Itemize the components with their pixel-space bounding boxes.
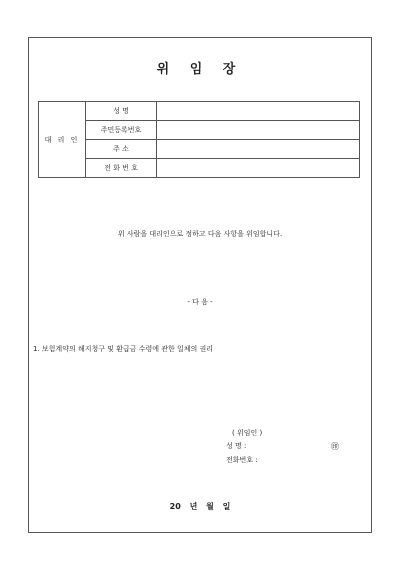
list-item: 1. 보험계약의 해지청구 및 환급금 수령에 관한 일체의 권리 [33, 345, 214, 353]
address-label: 주 소 [86, 140, 157, 159]
section-heading: - 다 음 - [187, 298, 213, 306]
agent-group-label: 대 리 인 [39, 102, 86, 178]
agent-info-table [38, 101, 360, 178]
delegator-title: ( 위임인 ) [232, 429, 263, 437]
delegator-phone-label: 전화번호 : [226, 456, 258, 464]
delegator-name-label: 성 명 : [226, 442, 247, 450]
phone-label: 전 화 번 호 [86, 159, 157, 178]
document-title: 위 임 장 [156, 62, 244, 77]
address-field[interactable] [157, 140, 360, 159]
name-label: 성 명 [86, 102, 157, 121]
seal-mark: ㊞ [331, 442, 339, 451]
table-row [39, 102, 360, 121]
table-row [39, 140, 360, 159]
resident-number-label: 주민등록번호 [86, 121, 157, 140]
phone-field[interactable] [157, 159, 360, 178]
name-field[interactable] [157, 102, 360, 121]
table-row [39, 121, 360, 140]
delegation-statement: 위 사람을 대리인으로 정하고 다음 사항을 위임합니다. [117, 230, 283, 238]
table-row [39, 159, 360, 178]
date-line: 20 년 월 일 [169, 502, 231, 511]
resident-number-field[interactable] [157, 121, 360, 140]
